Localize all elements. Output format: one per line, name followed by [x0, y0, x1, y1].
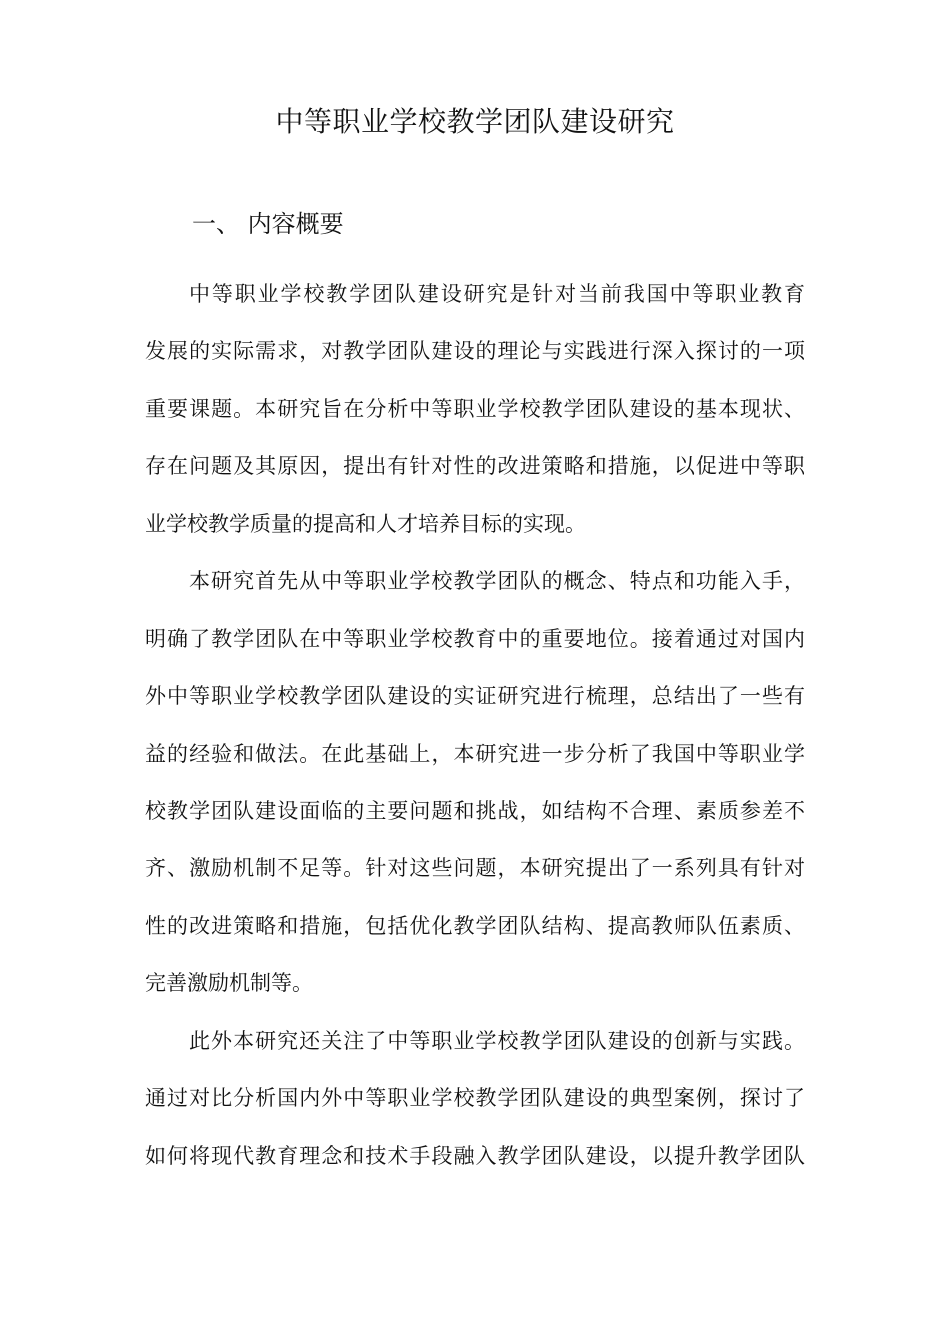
text-line: 完善激励机制等。 — [145, 971, 313, 996]
text-line: 齐、激励机制不足等。针对这些问题，本研究提出了一系列具有针对 — [145, 856, 805, 881]
text-line: 本研究首先从中等职业学校教学团队的概念、特点和功能入手， — [189, 569, 805, 594]
text-line: 业学校教学质量的提高和人才培养目标的实现。 — [145, 511, 586, 536]
text-line: 外中等职业学校教学团队建设的实证研究进行梳理，总结出了一些有 — [145, 684, 805, 709]
section-heading: 一、 内容概要 — [192, 210, 344, 238]
text-line: 校教学团队建设面临的主要问题和挑战，如结构不合理、素质参差不 — [145, 798, 805, 823]
text-line: 如何将现代教育理念和技术手段融入教学团队建设，以提升教学团队 — [145, 1143, 805, 1168]
text-line: 通过对比分析国内外中等职业学校教学团队建设的典型案例，探讨了 — [145, 1086, 805, 1111]
text-line: 明确了教学团队在中等职业学校教育中的重要地位。接着通过对国内 — [145, 626, 805, 651]
body-text — [145, 266, 805, 1185]
text-line: 此外本研究还关注了中等职业学校教学团队建设的创新与实践。 — [189, 1028, 805, 1053]
text-line: 益的经验和做法。在此基础上，本研究进一步分析了我国中等职业学 — [145, 741, 805, 766]
text-line: 性的改进策略和措施，包括优化教学团队结构、提高教师队伍素质、 — [145, 913, 805, 938]
text-line: 重要课题。本研究旨在分析中等职业学校教学团队建设的基本现状、 — [145, 396, 805, 421]
text-line: 中等职业学校教学团队建设研究是针对当前我国中等职业教育 — [189, 282, 805, 306]
text-line: 发展的实际需求，对教学团队建设的理论与实践进行深入探讨的一项 — [145, 339, 805, 364]
text-line: 存在问题及其原因，提出有针对性的改进策略和措施，以促进中等职 — [145, 454, 805, 479]
document-title: 中等职业学校教学团队建设研究 — [275, 105, 675, 138]
